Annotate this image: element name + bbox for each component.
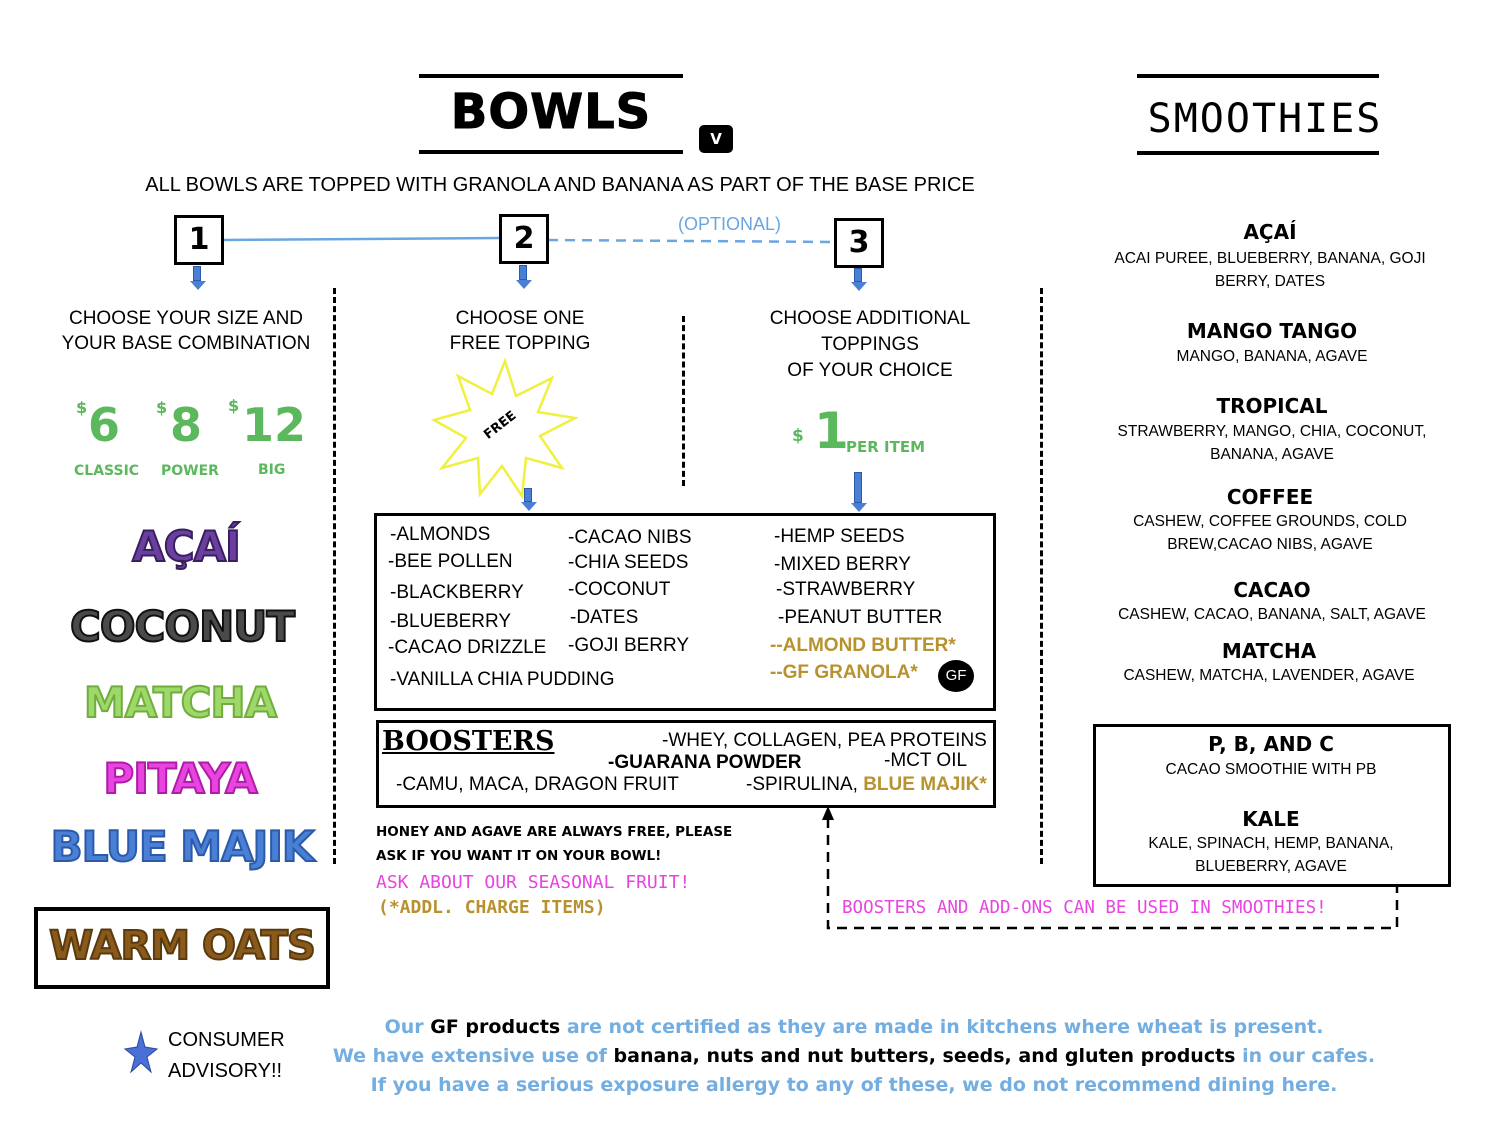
step-3-line-3: OF YOUR CHOICE: [787, 360, 953, 381]
seasonal-fruit-note: ASK ABOUT OUR SEASONAL FRUIT!: [376, 872, 691, 893]
topping-almond-butter: --ALMOND BUTTER*: [770, 635, 956, 656]
advisory-line-1: CONSUMER: [168, 1029, 285, 1051]
price-big-dollar: $: [228, 396, 240, 415]
price-power-dollar: $: [156, 398, 168, 417]
arrow-up-icon: [822, 806, 834, 820]
topping-blackberry: -BLACKBERRY: [390, 582, 524, 603]
topping-almonds: -ALMONDS: [390, 524, 491, 545]
price-power-label: POWER: [161, 463, 219, 479]
smoothie-coffee-desc: [1100, 510, 1440, 556]
smoothie-tropical-desc: [1102, 420, 1442, 466]
price-classic: 6: [88, 398, 121, 452]
booster-camu-maca: -CAMU, MACA, DRAGON FRUIT: [396, 774, 679, 795]
smoothie-tropical-name: TROPICAL: [1216, 394, 1328, 418]
honey-note-line-1: HONEY AND AGAVE ARE ALWAYS FREE, PLEASE: [376, 824, 733, 840]
smoothie-cacao-name: CACAO: [1233, 578, 1311, 602]
footer-1c: are not certified as they are made in kitchens where wheat is present.: [560, 1016, 1324, 1038]
smoothie-coffee-name: COFFEE: [1226, 485, 1314, 509]
price-big: 12: [242, 398, 307, 452]
smoothie-acai-desc-2: BERRY, DATES: [1214, 273, 1326, 290]
booster-spirulina-text: -SPIRULINA,: [746, 774, 864, 795]
star-icon: [124, 1030, 158, 1074]
boosters-in-smoothies-note: BOOSTERS AND ADD-ONS CAN BE USED IN SMOOTHIES!: [842, 898, 1327, 918]
booster-blue-majik: BLUE MAJIK*: [863, 774, 987, 795]
topping-strawberry: -STRAWBERRY: [776, 579, 916, 600]
price-power: 8: [170, 398, 203, 452]
free-badge-text: FREE: [481, 408, 520, 443]
smoothie-tropical-desc-1: STRAWBERRY, MANGO, CHIA, COCONUT,: [1117, 423, 1427, 440]
smoothie-kale-desc-2: BLUEBERRY, AGAVE: [1195, 858, 1347, 875]
tagline: ALL BOWLS ARE TOPPED WITH GRANOLA AND BANANA AS PART OF THE BASE PRICE: [145, 174, 975, 196]
optional-label: (OPTIONAL): [678, 214, 782, 234]
price-classic-dollar: $: [76, 398, 88, 417]
per-item-label: PER ITEM: [846, 438, 925, 456]
smoothie-coffee-desc-2: BREW,CACAO NIBS, AGAVE: [1167, 536, 1373, 553]
topping-peanut-butter: -PEANUT BUTTER: [778, 607, 943, 628]
price-classic-label: CLASSIC: [74, 463, 140, 479]
footer-2a: We have extensive use of: [332, 1045, 614, 1067]
base-warm-oats: WARM OATS: [49, 923, 315, 969]
smoothie-kale-desc: [1101, 832, 1441, 878]
vegan-badge: V: [699, 125, 733, 153]
booster-guarana: -GUARANA POWDER: [608, 752, 802, 773]
topping-bee-pollen: -BEE POLLEN: [388, 551, 513, 572]
smoothie-pbc-desc: CACAO SMOOTHIE WITH PB: [1165, 761, 1377, 778]
step-3-line-2: TOPPINGS: [821, 334, 919, 355]
footer-1b: GF products: [430, 1016, 561, 1038]
topping-coconut: -COCONUT: [568, 579, 671, 600]
smoothie-mango-tango-desc: MANGO, BANANA, AGAVE: [1176, 348, 1368, 365]
footer-1a: Our: [384, 1016, 431, 1038]
step-2-number: 2: [499, 214, 549, 264]
smoothie-acai-desc: [1100, 247, 1440, 293]
step-1-line-1: CHOOSE YOUR SIZE AND: [68, 308, 304, 329]
topping-chia-seeds: -CHIA SEEDS: [568, 552, 689, 573]
per-item-price: 1: [814, 402, 849, 460]
advisory-line-2: ADVISORY!!: [168, 1060, 283, 1082]
price-big-label: BIG: [258, 462, 286, 478]
smoothie-coffee-desc-1: CASHEW, COFFEE GROUNDS, COLD: [1133, 513, 1407, 530]
base-blue-majik: BLUE MAJIK: [50, 822, 314, 871]
base-matcha: MATCHA: [83, 678, 277, 727]
smoothie-tropical-desc-2: BANANA, AGAVE: [1210, 446, 1334, 463]
topping-cacao-drizzle: -CACAO DRIZZLE: [388, 637, 547, 658]
topping-dates: -DATES: [570, 607, 639, 628]
bowls-title: BOWLS: [450, 84, 652, 140]
footer-3a: If you have a serious exposure allergy to any of these, we do not recommend dining here.: [370, 1074, 1338, 1096]
footer-line-1: [254, 1016, 1454, 1038]
base-coconut: COCONUT: [70, 602, 294, 651]
smoothie-matcha-name: MATCHA: [1221, 639, 1317, 663]
smoothies-title: SMOOTHIES: [1147, 96, 1383, 142]
smoothie-mango-tango-name: MANGO TANGO: [1186, 319, 1358, 343]
footer-line-3: [254, 1074, 1454, 1096]
gf-badge: GF: [938, 660, 974, 692]
smoothie-matcha-desc: CASHEW, MATCHA, LAVENDER, AGAVE: [1123, 667, 1415, 684]
base-pitaya: PITAYA: [103, 754, 257, 803]
topping-cacao-nibs: -CACAO NIBS: [568, 527, 692, 548]
topping-goji-berry: -GOJI BERRY: [568, 635, 690, 656]
additional-charge-note: (*ADDL. CHARGE ITEMS): [378, 897, 606, 918]
booster-proteins: -WHEY, COLLAGEN, PEA PROTEINS: [662, 730, 987, 751]
honey-note-line-2: ASK IF YOU WANT IT ON YOUR BOWL!: [376, 848, 662, 864]
smoothie-kale-name: KALE: [1242, 807, 1300, 831]
step-1-line-2: YOUR BASE COMBINATION: [61, 333, 311, 354]
topping-hemp-seeds: -HEMP SEEDS: [774, 526, 905, 547]
step-1-number: 1: [174, 215, 224, 265]
step-3-number: 3: [834, 218, 884, 268]
smoothie-kale-desc-1: KALE, SPINACH, HEMP, BANANA,: [1148, 835, 1394, 852]
topping-mixed-berry: -MIXED BERRY: [774, 554, 911, 575]
footer-2b: banana, nuts and nut butters, seeds, and gluten products: [613, 1045, 1236, 1067]
topping-gf-granola: --GF GRANOLA*: [770, 662, 918, 683]
step-2-line-1: CHOOSE ONE: [455, 308, 585, 329]
smoothie-cacao-desc: CASHEW, CACAO, BANANA, SALT, AGAVE: [1118, 606, 1426, 623]
step-2-line-2: FREE TOPPING: [449, 333, 591, 354]
footer-2c: in our cafes.: [1235, 1045, 1376, 1067]
smoothie-pbc-name: P, B, AND C: [1208, 732, 1334, 756]
topping-blueberry: -BLUEBERRY: [390, 611, 512, 632]
base-acai: AÇAÍ: [132, 522, 240, 571]
smoothie-acai-name: AÇAÍ: [1243, 220, 1297, 244]
booster-mct-oil: -MCT OIL: [884, 750, 968, 771]
smoothie-acai-desc-1: ACAI PUREE, BLUEBERRY, BANANA, GOJI: [1114, 250, 1426, 267]
per-item-dollar: $: [792, 426, 804, 446]
footer-line-2: [254, 1045, 1454, 1067]
step-3-line-1: CHOOSE ADDITIONAL: [769, 308, 971, 329]
boosters-title: BOOSTERS: [382, 726, 555, 757]
topping-vanilla-chia-pudding: -VANILLA CHIA PUDDING: [390, 669, 615, 690]
